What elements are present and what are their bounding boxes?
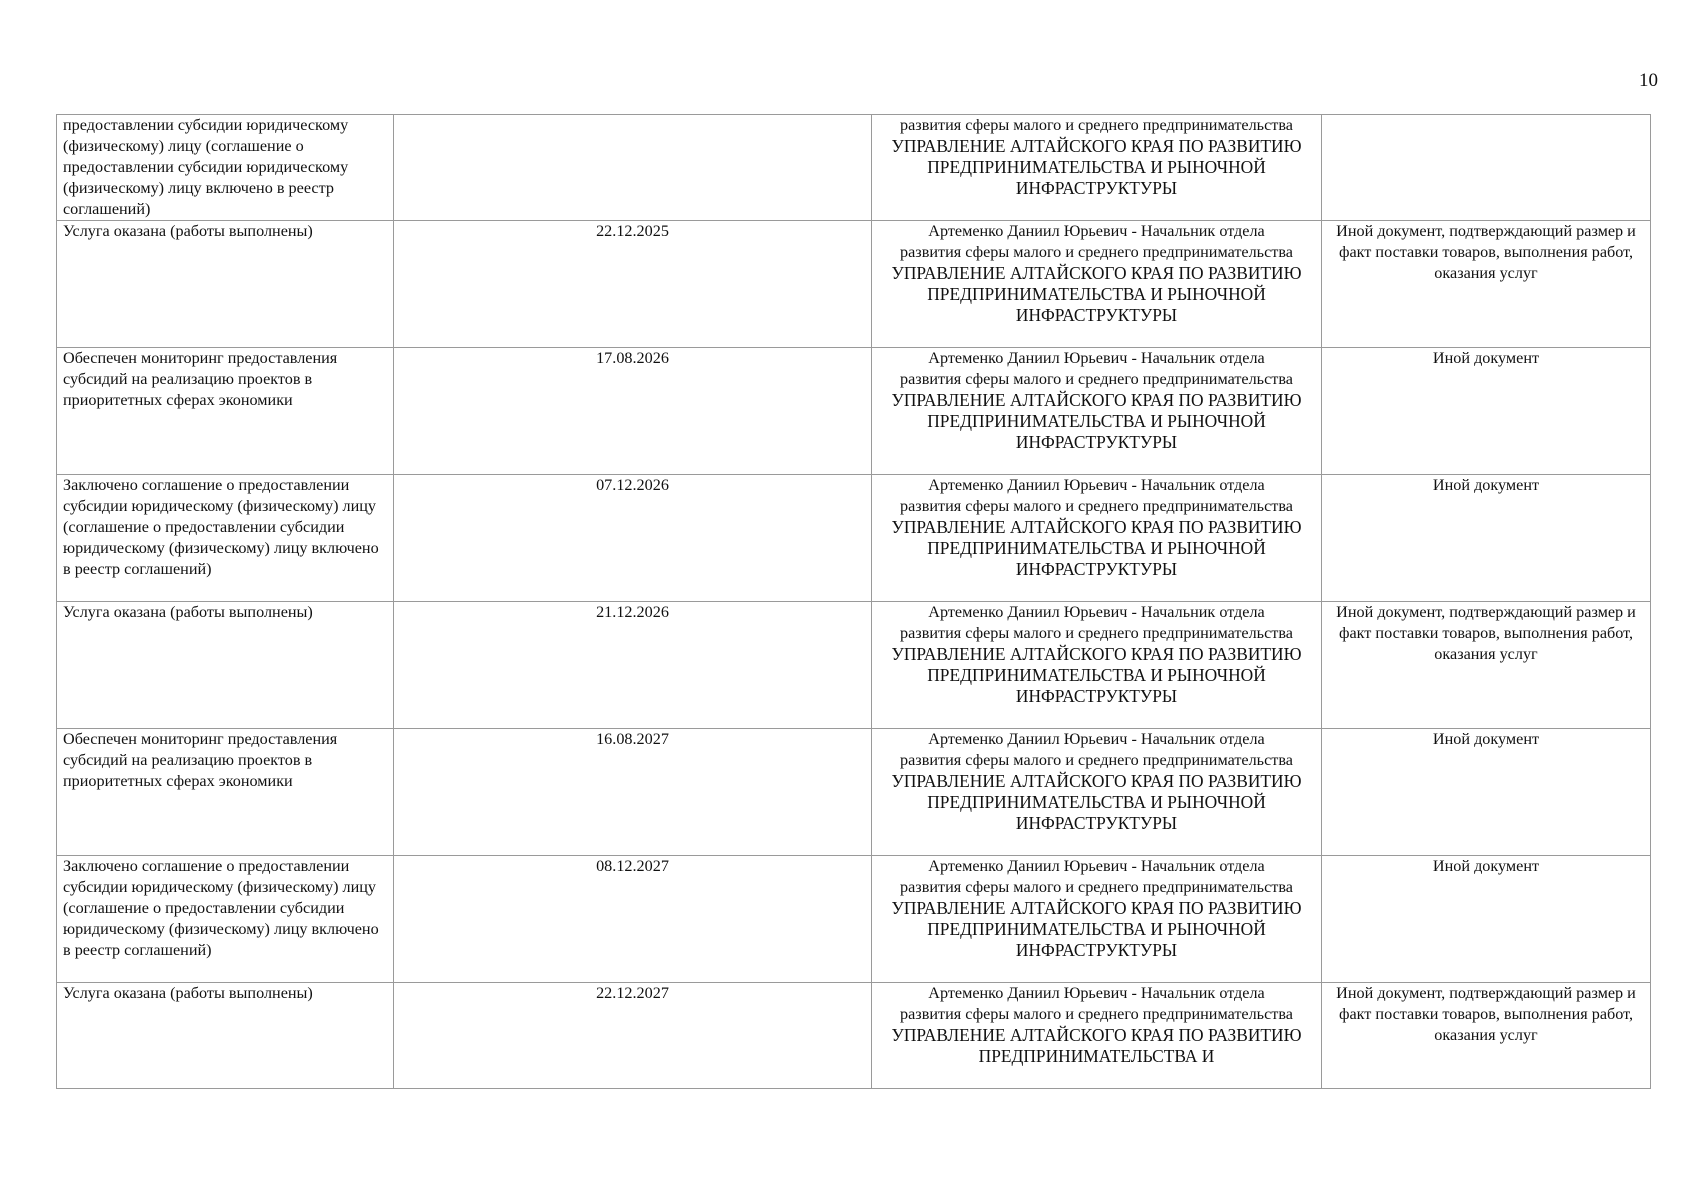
table-row bbox=[57, 221, 1651, 348]
responsible-name: Артеменко Даниил Юрьевич - Начальник отдела bbox=[928, 603, 1265, 621]
event-cell: Заключено соглашение о предоставлении субсидии юридическому (физическому) лицу (соглашение о предоставлении субсидии юридическому (физическому) лицу включено в реестр соглашений) bbox=[57, 856, 394, 983]
event-cell: Заключено соглашение о предоставлении субсидии юридическому (физическому) лицу (соглашение о предоставлении субсидии юридическому (физическому) лицу включено в реестр соглашений) bbox=[57, 475, 394, 602]
table-row bbox=[57, 348, 1651, 475]
responsible-unit: развития сферы малого и среднего предпринимательства bbox=[900, 878, 1293, 896]
date-cell: 16.08.2027 bbox=[394, 729, 872, 856]
event-cell: предоставлении субсидии юридическому (физическому) лицу (соглашение о предоставлении субсидии юридическому (физическому) лицу включено в реестр соглашений) bbox=[57, 115, 394, 221]
table-row bbox=[57, 729, 1651, 856]
page-number: 10 bbox=[1639, 70, 1658, 91]
date-cell: 17.08.2026 bbox=[394, 348, 872, 475]
responsible-org: УПРАВЛЕНИЕ АЛТАЙСКОГО КРАЯ ПО РАЗВИТИЮ ПРЕДПРИНИМАТЕЛЬСТВА И РЫНОЧНОЙ ИНФРАСТРУКТУРЫ bbox=[891, 771, 1302, 833]
responsible-org: УПРАВЛЕНИЕ АЛТАЙСКОГО КРАЯ ПО РАЗВИТИЮ ПРЕДПРИНИМАТЕЛЬСТВА И РЫНОЧНОЙ ИНФРАСТРУКТУРЫ bbox=[891, 263, 1302, 325]
responsible-unit: развития сферы малого и среднего предпринимательства bbox=[900, 370, 1293, 388]
document-cell: Иной документ, подтверждающий размер и факт поставки товаров, выполнения работ, оказания услуг bbox=[1322, 983, 1651, 1089]
event-cell: Услуга оказана (работы выполнены) bbox=[57, 221, 394, 348]
responsible-cell bbox=[872, 475, 1322, 602]
responsible-unit: развития сферы малого и среднего предпринимательства bbox=[900, 243, 1293, 261]
document-cell: Иной документ, подтверждающий размер и факт поставки товаров, выполнения работ, оказания услуг bbox=[1322, 602, 1651, 729]
responsible-org: УПРАВЛЕНИЕ АЛТАЙСКОГО КРАЯ ПО РАЗВИТИЮ ПРЕДПРИНИМАТЕЛЬСТВА И РЫНОЧНОЙ ИНФРАСТРУКТУРЫ bbox=[891, 898, 1302, 960]
responsible-unit: развития сферы малого и среднего предпринимательства bbox=[900, 751, 1293, 769]
date-cell: 08.12.2027 bbox=[394, 856, 872, 983]
table-row bbox=[57, 856, 1651, 983]
responsible-name: Артеменко Даниил Юрьевич - Начальник отдела bbox=[928, 349, 1265, 367]
date-cell: 22.12.2027 bbox=[394, 983, 872, 1089]
responsible-name: Артеменко Даниил Юрьевич - Начальник отдела bbox=[928, 476, 1265, 494]
responsible-org: УПРАВЛЕНИЕ АЛТАЙСКОГО КРАЯ ПО РАЗВИТИЮ ПРЕДПРИНИМАТЕЛЬСТВА И РЫНОЧНОЙ ИНФРАСТРУКТУРЫ bbox=[891, 644, 1302, 706]
responsible-unit: развития сферы малого и среднего предпринимательства bbox=[900, 497, 1293, 515]
table-row bbox=[57, 983, 1651, 1089]
responsible-cell bbox=[872, 856, 1322, 983]
responsible-org: УПРАВЛЕНИЕ АЛТАЙСКОГО КРАЯ ПО РАЗВИТИЮ ПРЕДПРИНИМАТЕЛЬСТВА И РЫНОЧНОЙ ИНФРАСТРУКТУРЫ bbox=[891, 390, 1302, 452]
responsible-name: Артеменко Даниил Юрьевич - Начальник отдела bbox=[928, 984, 1265, 1002]
event-cell: Обеспечен мониторинг предоставления субсидий на реализацию проектов в приоритетных сферах экономики bbox=[57, 348, 394, 475]
responsible-cell bbox=[872, 221, 1322, 348]
responsible-cell bbox=[872, 115, 1322, 221]
responsible-cell bbox=[872, 602, 1322, 729]
responsible-unit: развития сферы малого и среднего предпринимательства bbox=[900, 624, 1293, 642]
milestones-table bbox=[56, 114, 1651, 1089]
event-cell: Услуга оказана (работы выполнены) bbox=[57, 602, 394, 729]
responsible-cell bbox=[872, 983, 1322, 1089]
document-cell: Иной документ bbox=[1322, 729, 1651, 856]
table-row bbox=[57, 602, 1651, 729]
responsible-org: УПРАВЛЕНИЕ АЛТАЙСКОГО КРАЯ ПО РАЗВИТИЮ ПРЕДПРИНИМАТЕЛЬСТВА И РЫНОЧНОЙ ИНФРАСТРУКТУРЫ bbox=[891, 517, 1302, 579]
responsible-org: УПРАВЛЕНИЕ АЛТАЙСКОГО КРАЯ ПО РАЗВИТИЮ ПРЕДПРИНИМАТЕЛЬСТВА И bbox=[891, 1025, 1302, 1066]
event-cell: Услуга оказана (работы выполнены) bbox=[57, 983, 394, 1089]
responsible-cell bbox=[872, 729, 1322, 856]
responsible-unit: развития сферы малого и среднего предпринимательства bbox=[900, 1005, 1293, 1023]
table-row bbox=[57, 115, 1651, 221]
responsible-unit: развития сферы малого и среднего предпринимательства bbox=[900, 116, 1293, 134]
date-cell bbox=[394, 115, 872, 221]
document-cell: Иной документ, подтверждающий размер и факт поставки товаров, выполнения работ, оказания услуг bbox=[1322, 221, 1651, 348]
event-cell: Обеспечен мониторинг предоставления субсидий на реализацию проектов в приоритетных сферах экономики bbox=[57, 729, 394, 856]
document-cell bbox=[1322, 115, 1651, 221]
document-cell: Иной документ bbox=[1322, 348, 1651, 475]
date-cell: 22.12.2025 bbox=[394, 221, 872, 348]
responsible-name: Артеменко Даниил Юрьевич - Начальник отдела bbox=[928, 730, 1265, 748]
responsible-name: Артеменко Даниил Юрьевич - Начальник отдела bbox=[928, 222, 1265, 240]
date-cell: 07.12.2026 bbox=[394, 475, 872, 602]
responsible-name: Артеменко Даниил Юрьевич - Начальник отдела bbox=[928, 857, 1265, 875]
table-row bbox=[57, 475, 1651, 602]
date-cell: 21.12.2026 bbox=[394, 602, 872, 729]
document-cell: Иной документ bbox=[1322, 856, 1651, 983]
responsible-org: УПРАВЛЕНИЕ АЛТАЙСКОГО КРАЯ ПО РАЗВИТИЮ ПРЕДПРИНИМАТЕЛЬСТВА И РЫНОЧНОЙ ИНФРАСТРУКТУРЫ bbox=[891, 136, 1302, 198]
responsible-cell bbox=[872, 348, 1322, 475]
document-cell: Иной документ bbox=[1322, 475, 1651, 602]
